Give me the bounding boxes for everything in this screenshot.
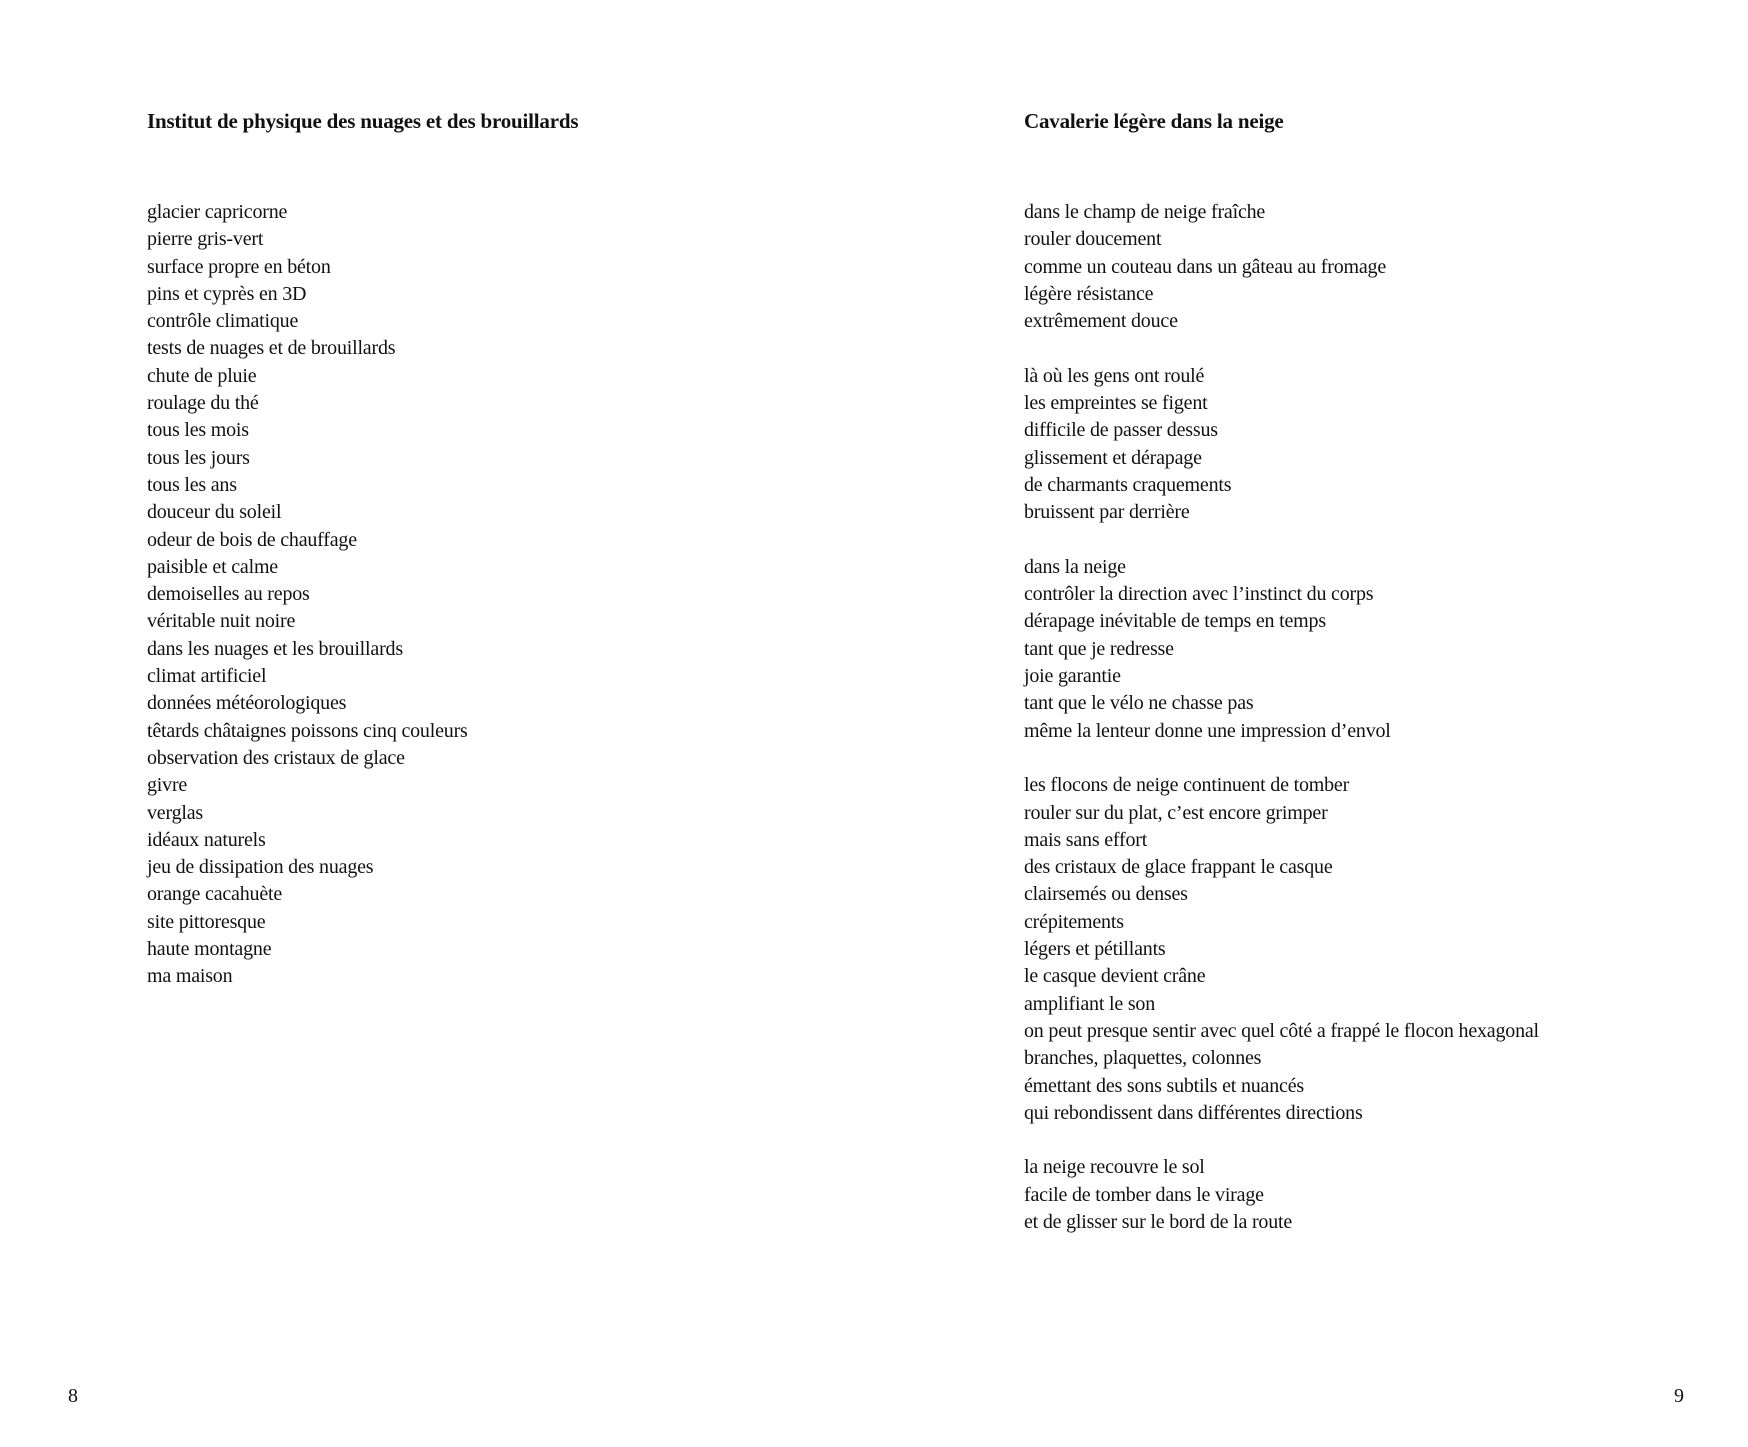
stanza bbox=[1024, 554, 1724, 745]
poem-line: là où les gens ont roulé bbox=[1024, 364, 1205, 387]
poem-line: verglas bbox=[147, 801, 203, 824]
poem-line: orange cacahuète bbox=[147, 883, 283, 906]
poem-line: crépitements bbox=[1024, 910, 1124, 933]
poem-line: légère résistance bbox=[1024, 282, 1154, 305]
poem-line: dérapage inévitable de temps en temps bbox=[1024, 610, 1326, 633]
poem-line: ma maison bbox=[147, 965, 233, 988]
poem-line: extrêmement douce bbox=[1024, 310, 1178, 333]
poem-line: dans la neige bbox=[1024, 555, 1126, 578]
poem-line: difficile de passer dessus bbox=[1024, 419, 1218, 442]
poem-line: mais sans effort bbox=[1024, 828, 1148, 851]
poem-line: branches, plaquettes, colonnes bbox=[1024, 1047, 1262, 1070]
poem-line: tant que le vélo ne chasse pas bbox=[1024, 692, 1254, 715]
page-number: 8 bbox=[68, 1385, 78, 1407]
poem-line: de charmants craquements bbox=[1024, 473, 1232, 496]
poem-title: Cavalerie légère dans la neige bbox=[1024, 109, 1284, 133]
poem-line: légers et pétillants bbox=[1024, 938, 1166, 961]
poem-line: tous les ans bbox=[147, 473, 237, 496]
poem-line: dans le champ de neige fraîche bbox=[1024, 201, 1266, 223]
poem-line: idéaux naturels bbox=[147, 828, 266, 851]
stanza bbox=[147, 199, 847, 991]
poem-line: on peut presque sentir avec quel côté a frappé le flocon hexagonal bbox=[1024, 1019, 1539, 1042]
poem-left bbox=[147, 106, 847, 1018]
poem-line: données météorologiques bbox=[147, 692, 347, 715]
poem-line: véritable nuit noire bbox=[147, 610, 296, 633]
poem-title: Institut de physique des nuages et des brouillards bbox=[147, 109, 579, 133]
poem-line: jeu de dissipation des nuages bbox=[147, 856, 374, 879]
poem-stanzas bbox=[1024, 199, 1724, 1236]
poem-line: qui rebondissent dans différentes directions bbox=[1024, 1101, 1363, 1124]
poem-line: tous les mois bbox=[147, 419, 249, 442]
poem-line: tests de nuages et de brouillards bbox=[147, 337, 396, 360]
poem-line: dans les nuages et les brouillards bbox=[147, 637, 403, 660]
poem-line: glissement et dérapage bbox=[1024, 446, 1202, 469]
poem-stanzas bbox=[147, 199, 847, 991]
poem-line: douceur du soleil bbox=[147, 501, 282, 524]
poem-line: des cristaux de glace frappant le casque bbox=[1024, 856, 1333, 879]
poem-line: glacier capricorne bbox=[147, 201, 288, 223]
poem-line: odeur de bois de chauffage bbox=[147, 528, 357, 551]
poem-line: émettant des sons subtils et nuancés bbox=[1024, 1074, 1304, 1097]
poem-line: tant que je redresse bbox=[1024, 637, 1174, 660]
right-page bbox=[874, 0, 1748, 1447]
stanza bbox=[1024, 1154, 1724, 1236]
poem-line: tous les jours bbox=[147, 446, 250, 469]
poem-line: haute montagne bbox=[147, 938, 272, 961]
poem-line: rouler doucement bbox=[1024, 228, 1162, 251]
poem-line: roulage du thé bbox=[147, 392, 259, 415]
poem-line: les empreintes se figent bbox=[1024, 392, 1208, 415]
poem-line: paisible et calme bbox=[147, 555, 278, 578]
poem-line: surface propre en béton bbox=[147, 255, 331, 278]
poem-line: pins et cyprès en 3D bbox=[147, 282, 307, 305]
poem-line: facile de tomber dans le virage bbox=[1024, 1183, 1264, 1206]
stanza bbox=[1024, 772, 1724, 1127]
poem-line: joie garantie bbox=[1024, 665, 1121, 688]
poem-line: climat artificiel bbox=[147, 665, 267, 688]
poem-line: la neige recouvre le sol bbox=[1024, 1156, 1205, 1179]
poem-line: et de glisser sur le bord de la route bbox=[1024, 1210, 1293, 1233]
poem-line: site pittoresque bbox=[147, 910, 266, 933]
poem-line: comme un couteau dans un gâteau au fromage bbox=[1024, 255, 1387, 278]
poem-line: chute de pluie bbox=[147, 364, 257, 387]
poem-line: pierre gris-vert bbox=[147, 228, 264, 251]
stanza bbox=[1024, 363, 1724, 527]
poem-line: observation des cristaux de glace bbox=[147, 746, 405, 769]
poem-line: givre bbox=[147, 774, 188, 797]
poem-line: contrôler la direction avec l’instinct du corps bbox=[1024, 583, 1374, 606]
poem-line: contrôle climatique bbox=[147, 310, 299, 333]
poem-line: le casque devient crâne bbox=[1024, 965, 1206, 988]
page-number: 9 bbox=[1674, 1385, 1684, 1407]
poem-right bbox=[1024, 106, 1724, 1264]
poem-line: clairsemés ou denses bbox=[1024, 883, 1188, 906]
poem-line: les flocons de neige continuent de tomber bbox=[1024, 774, 1350, 797]
poem-line: têtards châtaignes poissons cinq couleurs bbox=[147, 719, 468, 742]
poem-line: demoiselles au repos bbox=[147, 583, 310, 606]
poem-line: rouler sur du plat, c’est encore grimper bbox=[1024, 801, 1328, 824]
poem-line: bruissent par derrière bbox=[1024, 501, 1190, 524]
poem-line: amplifiant le son bbox=[1024, 992, 1156, 1015]
stanza bbox=[1024, 199, 1724, 335]
poem-line: même la lenteur donne une impression d’envol bbox=[1024, 719, 1391, 742]
